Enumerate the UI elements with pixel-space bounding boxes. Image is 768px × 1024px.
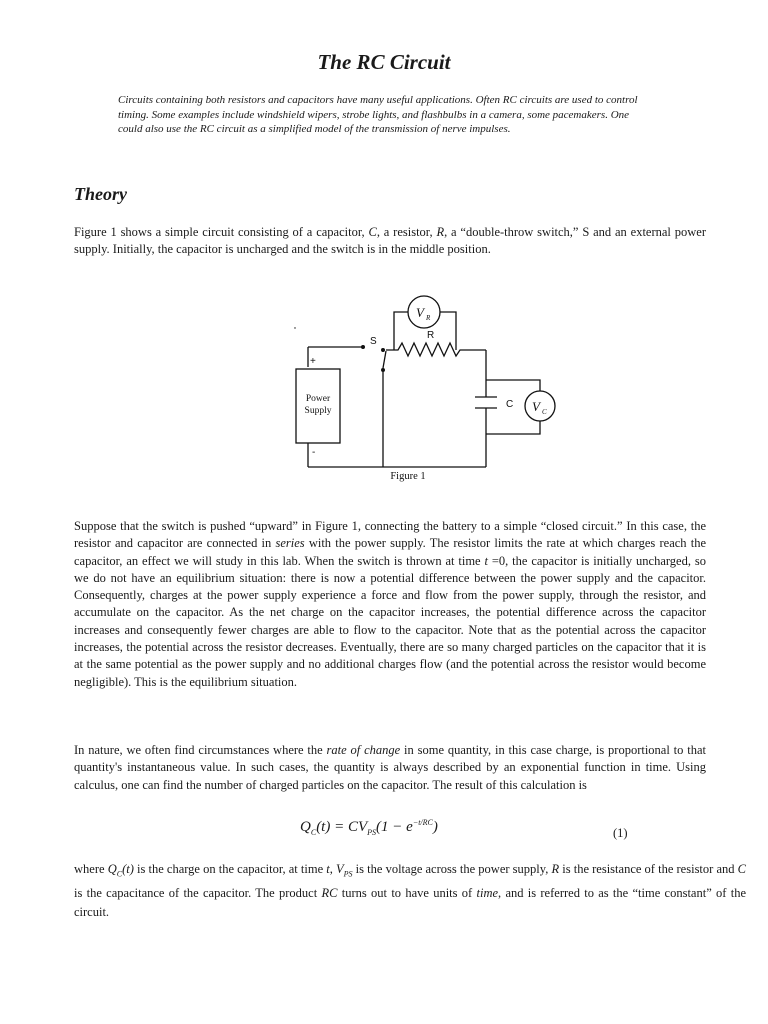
paragraph-figure-intro: Figure 1 shows a simple circuit consisting of a capacitor, C, a resistor, R, a “double-throw switch,” S and an external power supply. Initially, the capacitor is uncharged and the switch is in the middle position.	[74, 225, 706, 257]
vr-meter-circle	[408, 296, 440, 328]
section-heading-theory: Theory	[74, 184, 127, 204]
circuit-diagram	[290, 292, 560, 492]
figure-caption: Figure 1	[390, 471, 426, 482]
switch-pivot	[381, 348, 385, 352]
power-supply-label-1: Power	[305, 394, 331, 404]
paragraph-rate-of-change: In nature, we often find circumstances where the rate of change in some quantity, in this case charge, is proportional to that quantity's instantaneous value. In such cases, the quantity is always described by an exponential function in time. Using calculus, one can find the number of charged particles on the capacitor. The result of this calculation is	[74, 743, 706, 792]
switch-contact-upper	[361, 345, 365, 349]
vr-meter-sub: R	[426, 314, 431, 322]
vc-meter-sub: C	[542, 408, 547, 416]
equation-1: $Q_C(t) = CV_{PS}(1 - e^{-t/RC})$	[300, 818, 438, 837]
switch-contact-lower	[381, 368, 385, 372]
capacitor-label: C	[506, 399, 514, 410]
resistor-label: R	[427, 330, 435, 341]
vr-meter-label: V	[416, 305, 424, 320]
switch-label: S	[370, 336, 377, 347]
paragraph-charging: Suppose that the switch is pushed “upward” in Figure 1, connecting the battery to a simple “closed circuit.” In this case, the resistor and capacitor are connected in series with the power supply. The resistor limits the rate at which charges reach the capacitor, an effect we will study in this lab. When the switch is thrown at time t =0, the capacitor is initially uncharged, so we do not have an equilibrium situation: there is now a potential difference between the power supply and the capacitor. Consequently, charges at the power supply experience a force and flow from the power supply, through the resistor, and accumulate on the capacitor. As the net charge on the capacitor increases, the potential difference across the capacitor increases and consequently fewer charges are able to flow to the capacitor. Note that as the potential across the capacitor increases, the potential across the resistor decreases. Eventually, there are so many charged particles on the capacitor that it is at the same potential as the power supply and no additional charges flow (and the potential across the resistor would become negligible). This is the equilibrium situation.	[74, 519, 707, 689]
stray-dot	[294, 327, 295, 328]
vr-lead-right	[440, 312, 456, 350]
vc-meter-circle	[525, 391, 555, 421]
plus-label: +	[310, 356, 316, 367]
vc-lead-top	[486, 380, 540, 391]
switch-blade	[383, 351, 386, 368]
resistor-symbol	[386, 343, 486, 356]
power-supply-label-2: Supply	[304, 406, 332, 416]
equation-number: (1)	[613, 826, 628, 840]
minus-label: -	[312, 447, 316, 458]
vc-lead-bottom	[486, 421, 540, 434]
paragraph-variables: where $Q_C(t)$ is the charge on the capacitor, at time t, $V_{PS}$ is the voltage across the power supply, R is the resistance of the resistor and C is the capacitance of the capacitor. The product RC turns out to have units of time, and is referred to as the “time constant” of the circuit.	[74, 862, 747, 919]
page-title: The RC Circuit	[317, 50, 451, 74]
vc-meter-label: V	[532, 399, 540, 414]
abstract: Circuits containing both resistors and capacitors have many useful applications. Often RC circuits are used to control timing. Some examples include windshield wipers, strobe lights, and flashbulbs in a camera, some pacemakers. One could also use the RC circuit as a simplified model of the transmission of nerve impulses.	[118, 94, 638, 136]
